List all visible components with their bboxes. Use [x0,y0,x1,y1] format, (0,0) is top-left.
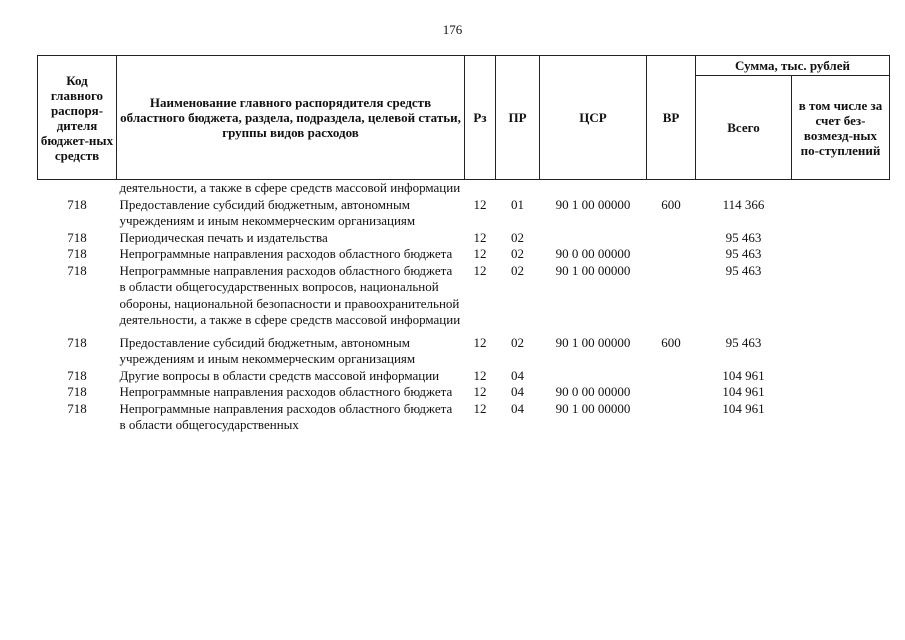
cell-total: 95 463 [725,229,762,245]
cell-free [792,246,890,263]
cell-csr [540,230,647,247]
cell-pr: 04 [511,400,524,416]
cell-vr [647,401,696,434]
cell-pr: 02 [511,334,524,350]
cell-csr: 90 0 00 00000 [555,246,631,261]
cell-pr: 02 [511,229,524,245]
cell-free [792,368,890,385]
cell-total: 95 463 [725,334,762,350]
cell-rz: 12 [473,229,487,245]
cell-code: 718 [67,334,87,350]
cell-free [792,384,890,401]
cell-vr [647,263,696,329]
cell-free [792,197,890,230]
header-vr: ВР [647,56,696,180]
cell-total: 104 961 [722,367,765,383]
header-code: Код главного распоря-дителя бюджет-ных средств [38,56,117,180]
cell-name: Непрограммные направления расходов областного бюджета в области общегосударственных [119,400,453,432]
cell-csr [540,180,647,197]
cell-name: Непрограммные направления расходов областного бюджета в области общегосударственных вопросов, национальной обороны, национальной безопасности и правоохранительной деятельности, а также в сфере средств массовой информации [119,262,461,327]
cell-rz: 12 [473,196,487,212]
table-row [38,230,890,247]
cell-csr: 90 1 00 00000 [555,196,631,212]
page-number: 176 [442,22,463,37]
cell-total: 104 961 [722,400,765,416]
cell-total: 95 463 [725,246,762,261]
cell-rz: 12 [473,400,487,416]
cell-code: 718 [67,384,87,399]
cell-free [792,180,890,197]
cell-total [696,180,792,197]
budget-table [37,55,890,434]
cell-free [792,263,890,329]
cell-vr [647,384,696,401]
table-body [38,180,890,434]
cell-csr: 90 0 00 00000 [555,384,631,399]
cell-name: Непрограммные направления расходов областного бюджета [119,246,453,261]
header-total: Всего [696,76,792,180]
table-row [38,401,890,434]
cell-free [792,230,890,247]
table-row [38,384,890,401]
cell-free [792,401,890,434]
cell-pr: 02 [511,262,524,278]
cell-name: Другие вопросы в области средств массовой информации [119,367,440,383]
cell-rz [465,180,496,197]
cell-pr: 04 [511,384,524,399]
cell-code: 718 [67,229,87,245]
cell-name: Непрограммные направления расходов областного бюджета [119,384,453,399]
cell-csr: 90 1 00 00000 [555,334,631,350]
cell-code: 718 [67,367,87,383]
cell-name: Предоставление субсидий бюджетным, автономным учреждениям и иным некоммерческим организациям [119,196,416,228]
table-row [38,329,890,368]
cell-vr [647,368,696,385]
cell-vr: 600 [661,196,681,212]
cell-vr [647,246,696,263]
cell-total: 95 463 [725,262,762,278]
cell-pr: 04 [511,367,524,383]
cell-vr [647,230,696,247]
cell-code: 718 [67,196,87,212]
header-free: в том числе за счет без-возмезд-ных по-ступлений [792,76,890,180]
cell-name: Периодическая печать и издательства [119,229,328,245]
table-row [38,197,890,230]
header-pr: ПР [496,56,540,180]
cell-pr: 02 [511,246,524,261]
cell-code: 718 [67,262,87,278]
cell-csr: 90 1 00 00000 [555,262,631,278]
cell-rz: 12 [473,367,487,383]
cell-code [38,180,117,197]
cell-total: 114 366 [722,196,765,212]
header-name: Наименование главного распорядителя средств областного бюджета, раздела, подраздела, целевой статьи, группы видов расходов [117,56,465,180]
cell-name: Предоставление субсидий бюджетным, автономным учреждениям и иным некоммерческим организациям [119,334,416,366]
cell-pr [496,180,540,197]
cell-vr [647,180,696,197]
cell-code: 718 [67,246,87,261]
cell-pr: 01 [511,196,524,212]
cell-code: 718 [67,400,87,416]
header-sum: Сумма, тыс. рублей [696,56,890,76]
cell-csr: 90 1 00 00000 [555,400,631,416]
table-row [38,263,890,329]
cell-csr [540,368,647,385]
header-rz: Рз [465,56,496,180]
table-row [38,180,890,197]
cell-name: деятельности, а также в сфере средств массовой информации [119,180,461,195]
cell-rz: 12 [473,334,487,350]
table-header [38,56,890,180]
table-row [38,368,890,385]
cell-rz: 12 [473,246,487,261]
header-csr: ЦСР [540,56,647,180]
cell-free [792,329,890,368]
cell-rz: 12 [473,384,487,399]
table-row [38,246,890,263]
cell-vr: 600 [661,334,681,350]
cell-total: 104 961 [722,384,765,399]
cell-rz: 12 [473,262,487,278]
